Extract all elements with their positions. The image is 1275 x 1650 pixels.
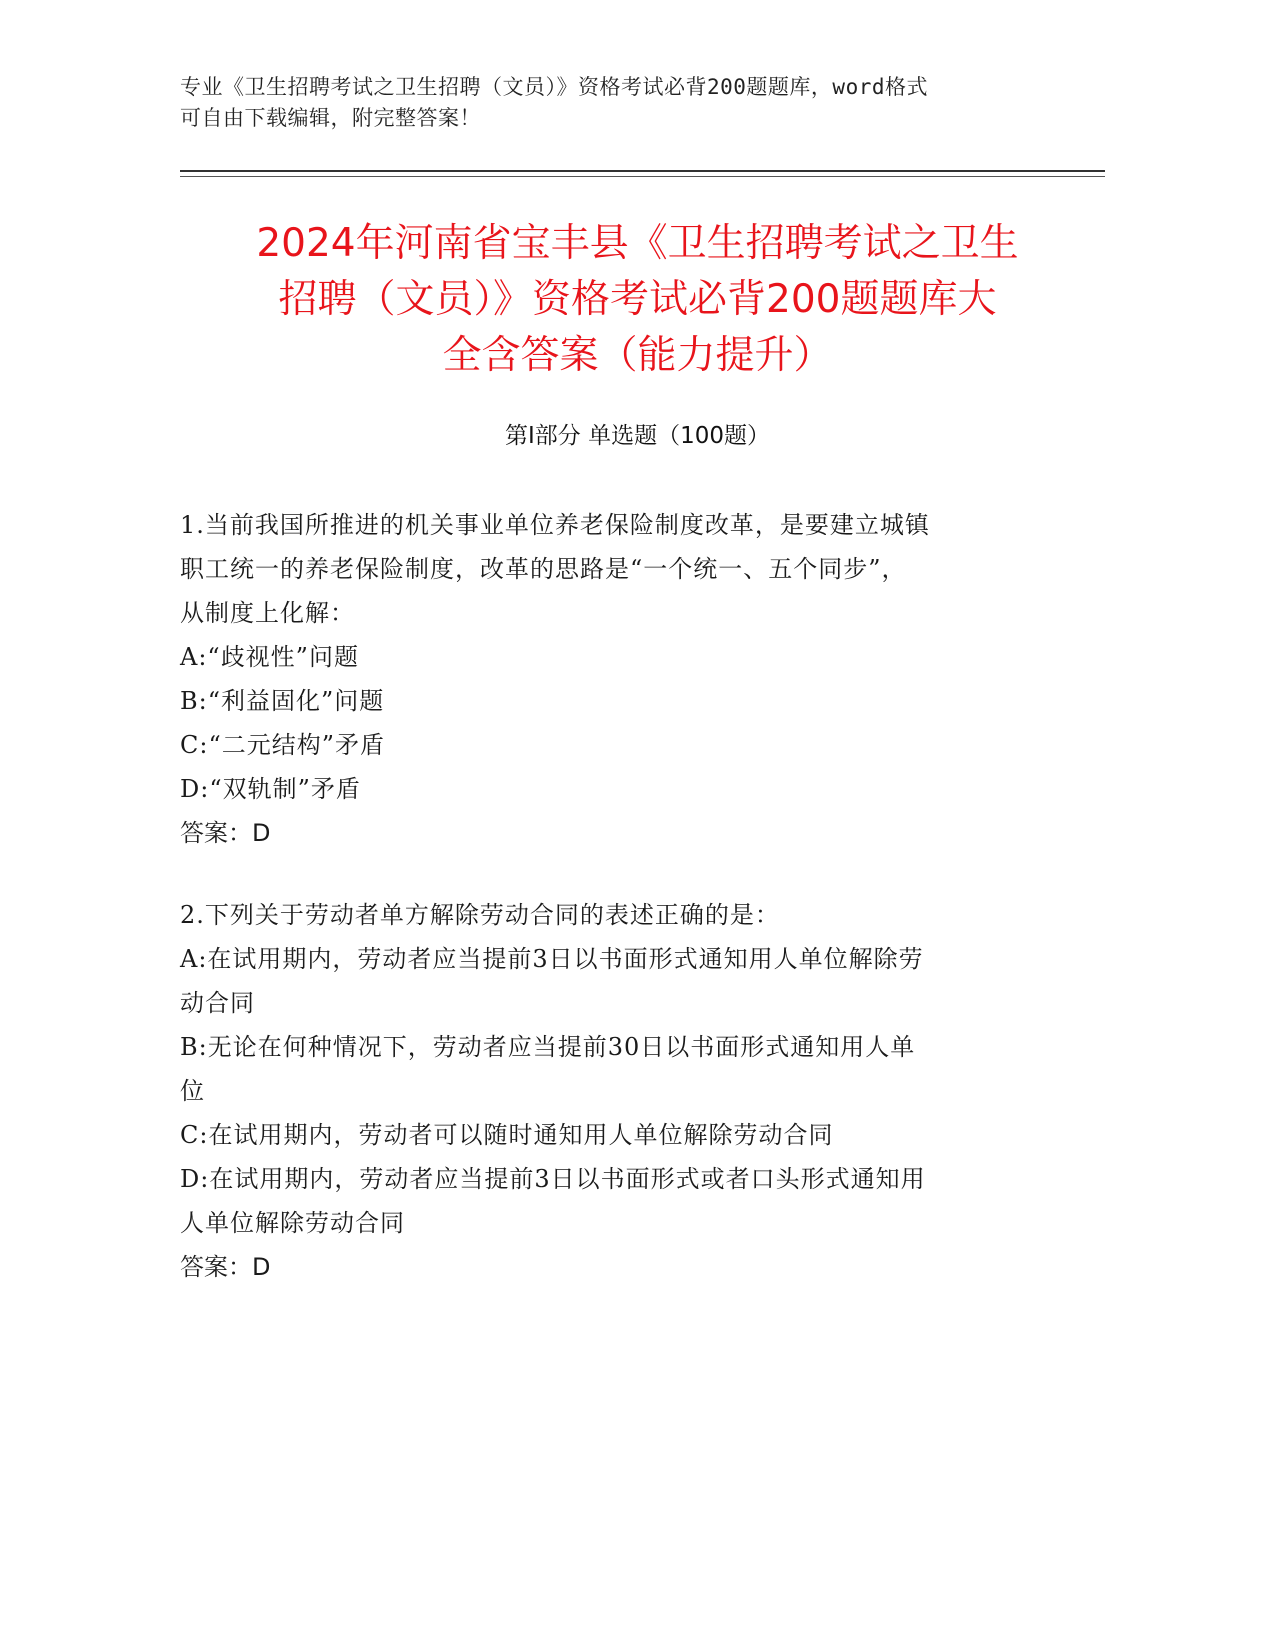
question-stem-line: 从制度上化解： <box>180 599 355 627</box>
title-line: 招聘（文员）》资格考试必背200题题库大 <box>278 277 997 322</box>
header-note-line: 可自由下载编辑，附完整答案！ <box>180 106 481 130</box>
option-d: D:“双轨制”矛盾 <box>180 775 361 803</box>
option-c: C:“二元结构”矛盾 <box>180 731 385 759</box>
option-b: B:无论在何种情况下，劳动者应当提前30日以书面形式通知用人单 <box>180 1033 916 1061</box>
option-b-continued: 位 <box>180 1077 205 1105</box>
option-d: D:在试用期内，劳动者应当提前3日以书面形式或者口头形式通知用 <box>180 1165 926 1193</box>
section-heading: 第I部分 单选题（100题） <box>505 423 770 449</box>
answer-line: 答案：D <box>180 819 271 847</box>
answer-line: 答案：D <box>180 1253 271 1281</box>
question-stem-line: 职工统一的养老保险制度，改革的思路是“一个统一、五个同步”， <box>180 555 907 583</box>
option-c: C:在试用期内，劳动者可以随时通知用人单位解除劳动合同 <box>180 1121 834 1149</box>
document-title <box>150 216 1125 384</box>
option-a: A:“歧视性”问题 <box>180 643 359 671</box>
option-a-continued: 动合同 <box>180 989 255 1017</box>
question-1 <box>180 503 1040 855</box>
question-2 <box>180 893 1040 1289</box>
title-line: 全含答案（能力提升） <box>442 333 833 378</box>
option-b: B:“利益固化”问题 <box>180 687 385 715</box>
option-a: A:在试用期内，劳动者应当提前3日以书面形式通知用人单位解除劳 <box>180 945 924 973</box>
header-divider-thick <box>180 170 1105 172</box>
option-d-continued: 人单位解除劳动合同 <box>180 1209 405 1237</box>
header-divider-thin <box>180 176 1105 177</box>
header-note-line: 专业《卫生招聘考试之卫生招聘（文员）》资格考试必背200题题库，word格式 <box>180 75 928 99</box>
question-stem-line: 2.下列关于劳动者单方解除劳动合同的表述正确的是： <box>180 901 780 929</box>
header-note <box>180 72 1060 134</box>
title-line: 2024年河南省宝丰县《卫生招聘考试之卫生 <box>256 221 1019 266</box>
question-stem-line: 1.当前我国所推进的机关事业单位养老保险制度改革，是要建立城镇 <box>180 511 930 539</box>
